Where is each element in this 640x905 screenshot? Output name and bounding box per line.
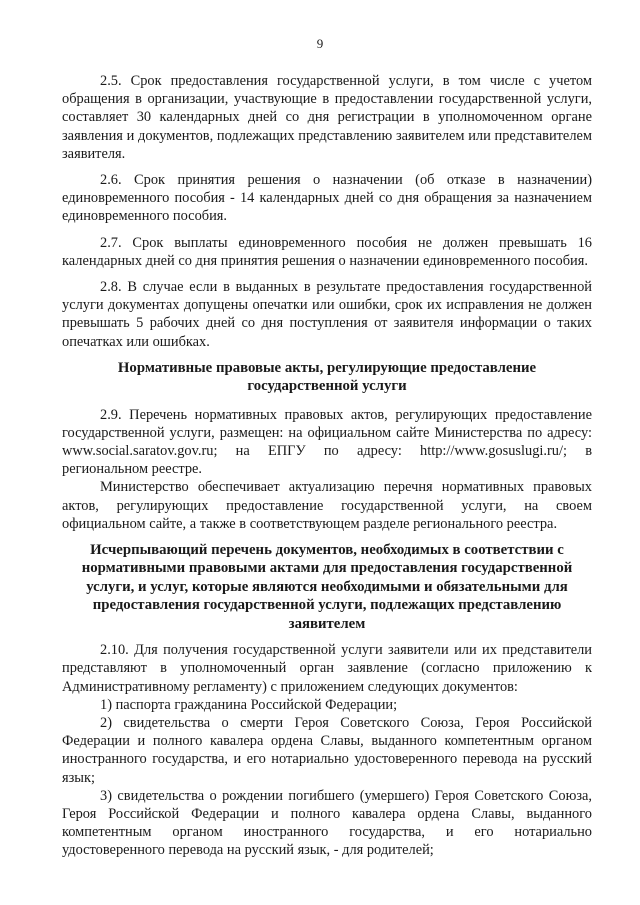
paragraph-2-6: 2.6. Срок принятия решения о назначении (об отказе в назначении) единовременного пособия - 14 календарных дней со дня обращения за назначением единовременного пособия. <box>62 172 592 225</box>
paragraph-2-8: 2.8. В случае если в выданных в результате предоставления государственной услуги документах допущены опечатки или ошибки, срок их исправления не должен превышать 5 рабочих дней со дня поступления от заявителя информации о таких опечатках или ошибках. <box>62 279 592 350</box>
page-number: 9 <box>316 36 324 51</box>
paragraph-2-7: 2.7. Срок выплаты единовременного пособия не должен превышать 16 календарных дней со дня принятия решения о назначении единовременного пособия. <box>62 234 592 269</box>
list-item-1: 1) паспорта гражданина Российской Федерации; <box>100 696 398 713</box>
paragraph-2-10: 2.10. Для получения государственной услуги заявители или их представители представляют в уполномоченный орган заявление (согласно приложению к Административному регламенту) с приложением следующих документов: <box>62 642 592 695</box>
paragraph-ministry-updates: Министерство обеспечивает актуализацию перечня нормативных правовых актов, регулирующих предоставление государственной услуги, на своем официальном сайте, а также в соответствующем разделе регионального реестра. <box>62 479 592 532</box>
section-heading-normative-acts: Нормативные правовые акты, регулирующие предоставление государственной услуги <box>117 359 537 395</box>
paragraph-2-5: 2.5. Срок предоставления государственной услуги, в том числе с учетом обращения в организации, участвующие в предоставлении государственной услуги, составляет 30 календарных дней со дня регистрации в уполномоченном органе заявления и документов, подлежащих представлению заявителем или представителем заявителя. <box>62 73 592 162</box>
list-item-3: 3) свидетельства о рождении погибшего (умершего) Героя Советского Союза, Героя Российской Федерации и полного кавалера ордена Славы, выданного компетентным органом иностранного государства, и его нотариально удостоверенного перевода на русский язык, - для родителей; <box>62 787 592 859</box>
document-body <box>62 72 592 860</box>
paragraph-2-9: 2.9. Перечень нормативных правовых актов, регулирующих предоставление государственной услуги, размещен: на официальном сайте Министерства по адресу: www.social.saratov.gov.ru; на ЕПГУ по адресу: http://www.gosuslugi.ru/; в региональном реестре. <box>62 406 592 478</box>
section-heading-required-documents: Исчерпывающий перечень документов, необходимых в соответствии с нормативными правовыми актами для предоставления государственной услуги, и услуг, которые являются необходимыми и обязательными для предоставления государственной услуги, подлежащих представлению заявителем <box>81 542 573 632</box>
list-item-2: 2) свидетельства о смерти Героя Советского Союза, Героя Российской Федерации и полного кавалера ордена Славы, выданного компетентным органом иностранного государства, и его нотариально удостоверенного перевода на русский язык; <box>62 714 592 786</box>
